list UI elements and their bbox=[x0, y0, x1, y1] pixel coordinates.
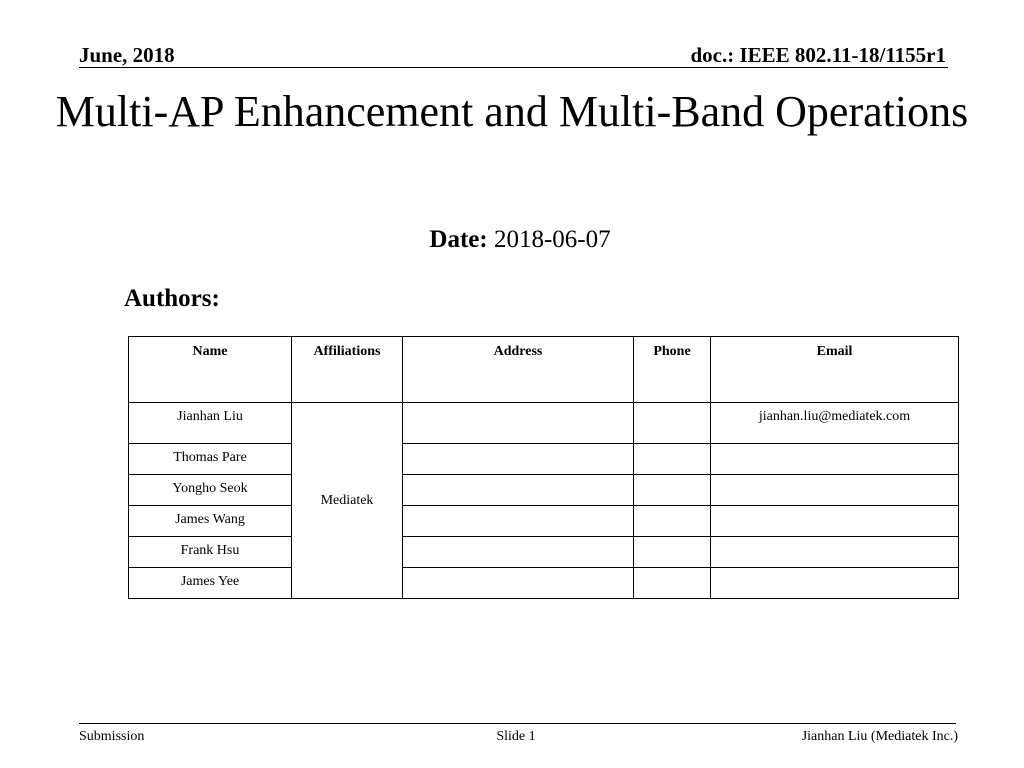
author-email bbox=[711, 444, 959, 475]
author-address bbox=[403, 403, 634, 444]
footer-slide-number: Slide 1 bbox=[496, 729, 536, 744]
author-email: jianhan.liu@mediatek.com bbox=[711, 403, 959, 444]
authors-table bbox=[128, 336, 959, 599]
author-address bbox=[403, 568, 634, 599]
author-name: Thomas Pare bbox=[129, 444, 292, 475]
author-name: Yongho Seok bbox=[129, 475, 292, 506]
table-row bbox=[129, 403, 959, 444]
author-phone bbox=[634, 506, 711, 537]
column-header-email: Email bbox=[711, 337, 959, 403]
column-header-name: Name bbox=[129, 337, 292, 403]
date-value: 2018-06-07 bbox=[493, 226, 611, 253]
author-phone bbox=[634, 537, 711, 568]
table-row bbox=[129, 568, 959, 599]
author-email bbox=[711, 475, 959, 506]
table-row bbox=[129, 475, 959, 506]
header-date: June, 2018 bbox=[79, 43, 175, 67]
author-address bbox=[403, 444, 634, 475]
author-name: Jianhan Liu bbox=[129, 403, 292, 444]
author-address bbox=[403, 475, 634, 506]
author-affiliation: Mediatek bbox=[292, 403, 403, 599]
author-address bbox=[403, 506, 634, 537]
table-row bbox=[129, 506, 959, 537]
column-header-phone: Phone bbox=[634, 337, 711, 403]
author-email bbox=[711, 537, 959, 568]
footer-author: Jianhan Liu (Mediatek Inc.) bbox=[801, 729, 958, 744]
authors-heading: Authors: bbox=[124, 285, 220, 312]
date-line bbox=[0, 224, 1024, 256]
column-header-affiliations: Affiliations bbox=[292, 337, 403, 403]
author-phone bbox=[634, 568, 711, 599]
author-name: James Yee bbox=[129, 568, 292, 599]
author-name: James Wang bbox=[129, 506, 292, 537]
table-row bbox=[129, 537, 959, 568]
table-header-row bbox=[129, 337, 959, 403]
slide-title: Multi-AP Enhancement and Multi-Band Operations bbox=[55, 87, 969, 136]
footer-submission: Submission bbox=[79, 729, 145, 744]
author-phone bbox=[634, 444, 711, 475]
table-row bbox=[129, 444, 959, 475]
header-doc-id: doc.: IEEE 802.11-18/1155r1 bbox=[690, 43, 946, 67]
column-header-address: Address bbox=[403, 337, 634, 403]
header-divider bbox=[79, 67, 948, 68]
footer-divider bbox=[79, 723, 956, 724]
date-label: Date: bbox=[429, 226, 488, 253]
author-email bbox=[711, 506, 959, 537]
author-name: Frank Hsu bbox=[129, 537, 292, 568]
author-email bbox=[711, 568, 959, 599]
author-phone bbox=[634, 403, 711, 444]
author-address bbox=[403, 537, 634, 568]
author-phone bbox=[634, 475, 711, 506]
